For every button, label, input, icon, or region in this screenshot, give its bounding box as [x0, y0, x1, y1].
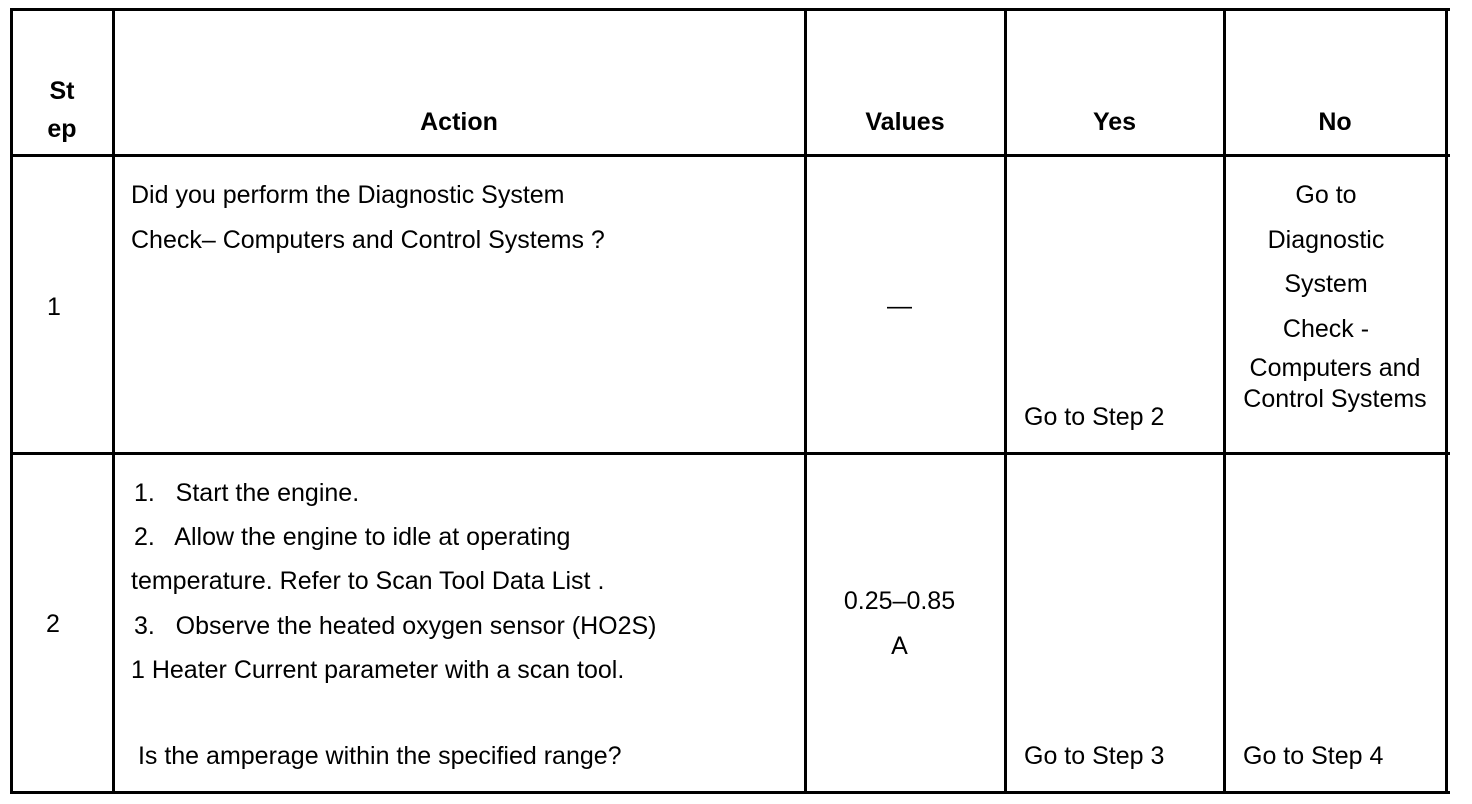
row-1-action-line-1: Did you perform the Diagnostic System [131, 181, 565, 209]
header-no: No [1318, 108, 1352, 136]
header-values: Values [865, 108, 945, 136]
row-2-no: Go to Step 4 [1243, 742, 1384, 770]
table-border-right [1445, 8, 1448, 794]
row-1-no-line-4: Check - [1282, 315, 1370, 343]
row-1-yes: Go to Step 2 [1024, 403, 1165, 431]
row-2-value-line-1: 0.25–0.85 [843, 587, 956, 615]
row-2-value-line-2: A [891, 632, 908, 660]
header-yes: Yes [1092, 108, 1137, 136]
row-2-action-line-2: 2. Allow the engine to idle at operating [134, 523, 571, 551]
row-1-no-line-5: Computers and [1249, 354, 1421, 382]
header-divider [10, 154, 1450, 157]
table-border-top [10, 8, 1450, 11]
row-1-step: 1 [47, 293, 61, 321]
row-1-value: — [887, 292, 912, 320]
header-step-line-1: St [49, 77, 75, 105]
row-1-no-line-6: Control Systems [1243, 385, 1427, 413]
row-1-no-line-3: System [1284, 270, 1368, 298]
header-step [14, 72, 110, 148]
row-2-action-line-1: 1. Start the engine. [134, 479, 360, 507]
row-1-action-line-2: Check– Computers and Control Systems ? [131, 226, 605, 254]
row-2-action-line-5: 1 Heater Current parameter with a scan tool. [131, 656, 625, 684]
table-border-left [10, 8, 13, 794]
row-2-yes: Go to Step 3 [1024, 742, 1165, 770]
header-action: Action [420, 108, 498, 136]
table-border-bottom [10, 791, 1450, 794]
row-divider [10, 452, 1450, 455]
row-2-action-line-6: Is the amperage within the specified range? [131, 742, 622, 770]
header-step-line-2: ep [47, 115, 77, 143]
row-2-action-line-4: 3. Observe the heated oxygen sensor (HO2S) [134, 612, 657, 640]
row-2-step: 2 [46, 610, 60, 638]
row-1-no-line-1: Go to [1295, 181, 1357, 209]
row-2-action-line-3: temperature. Refer to Scan Tool Data List . [131, 567, 605, 595]
row-1-no-line-2: Diagnostic [1267, 226, 1385, 254]
